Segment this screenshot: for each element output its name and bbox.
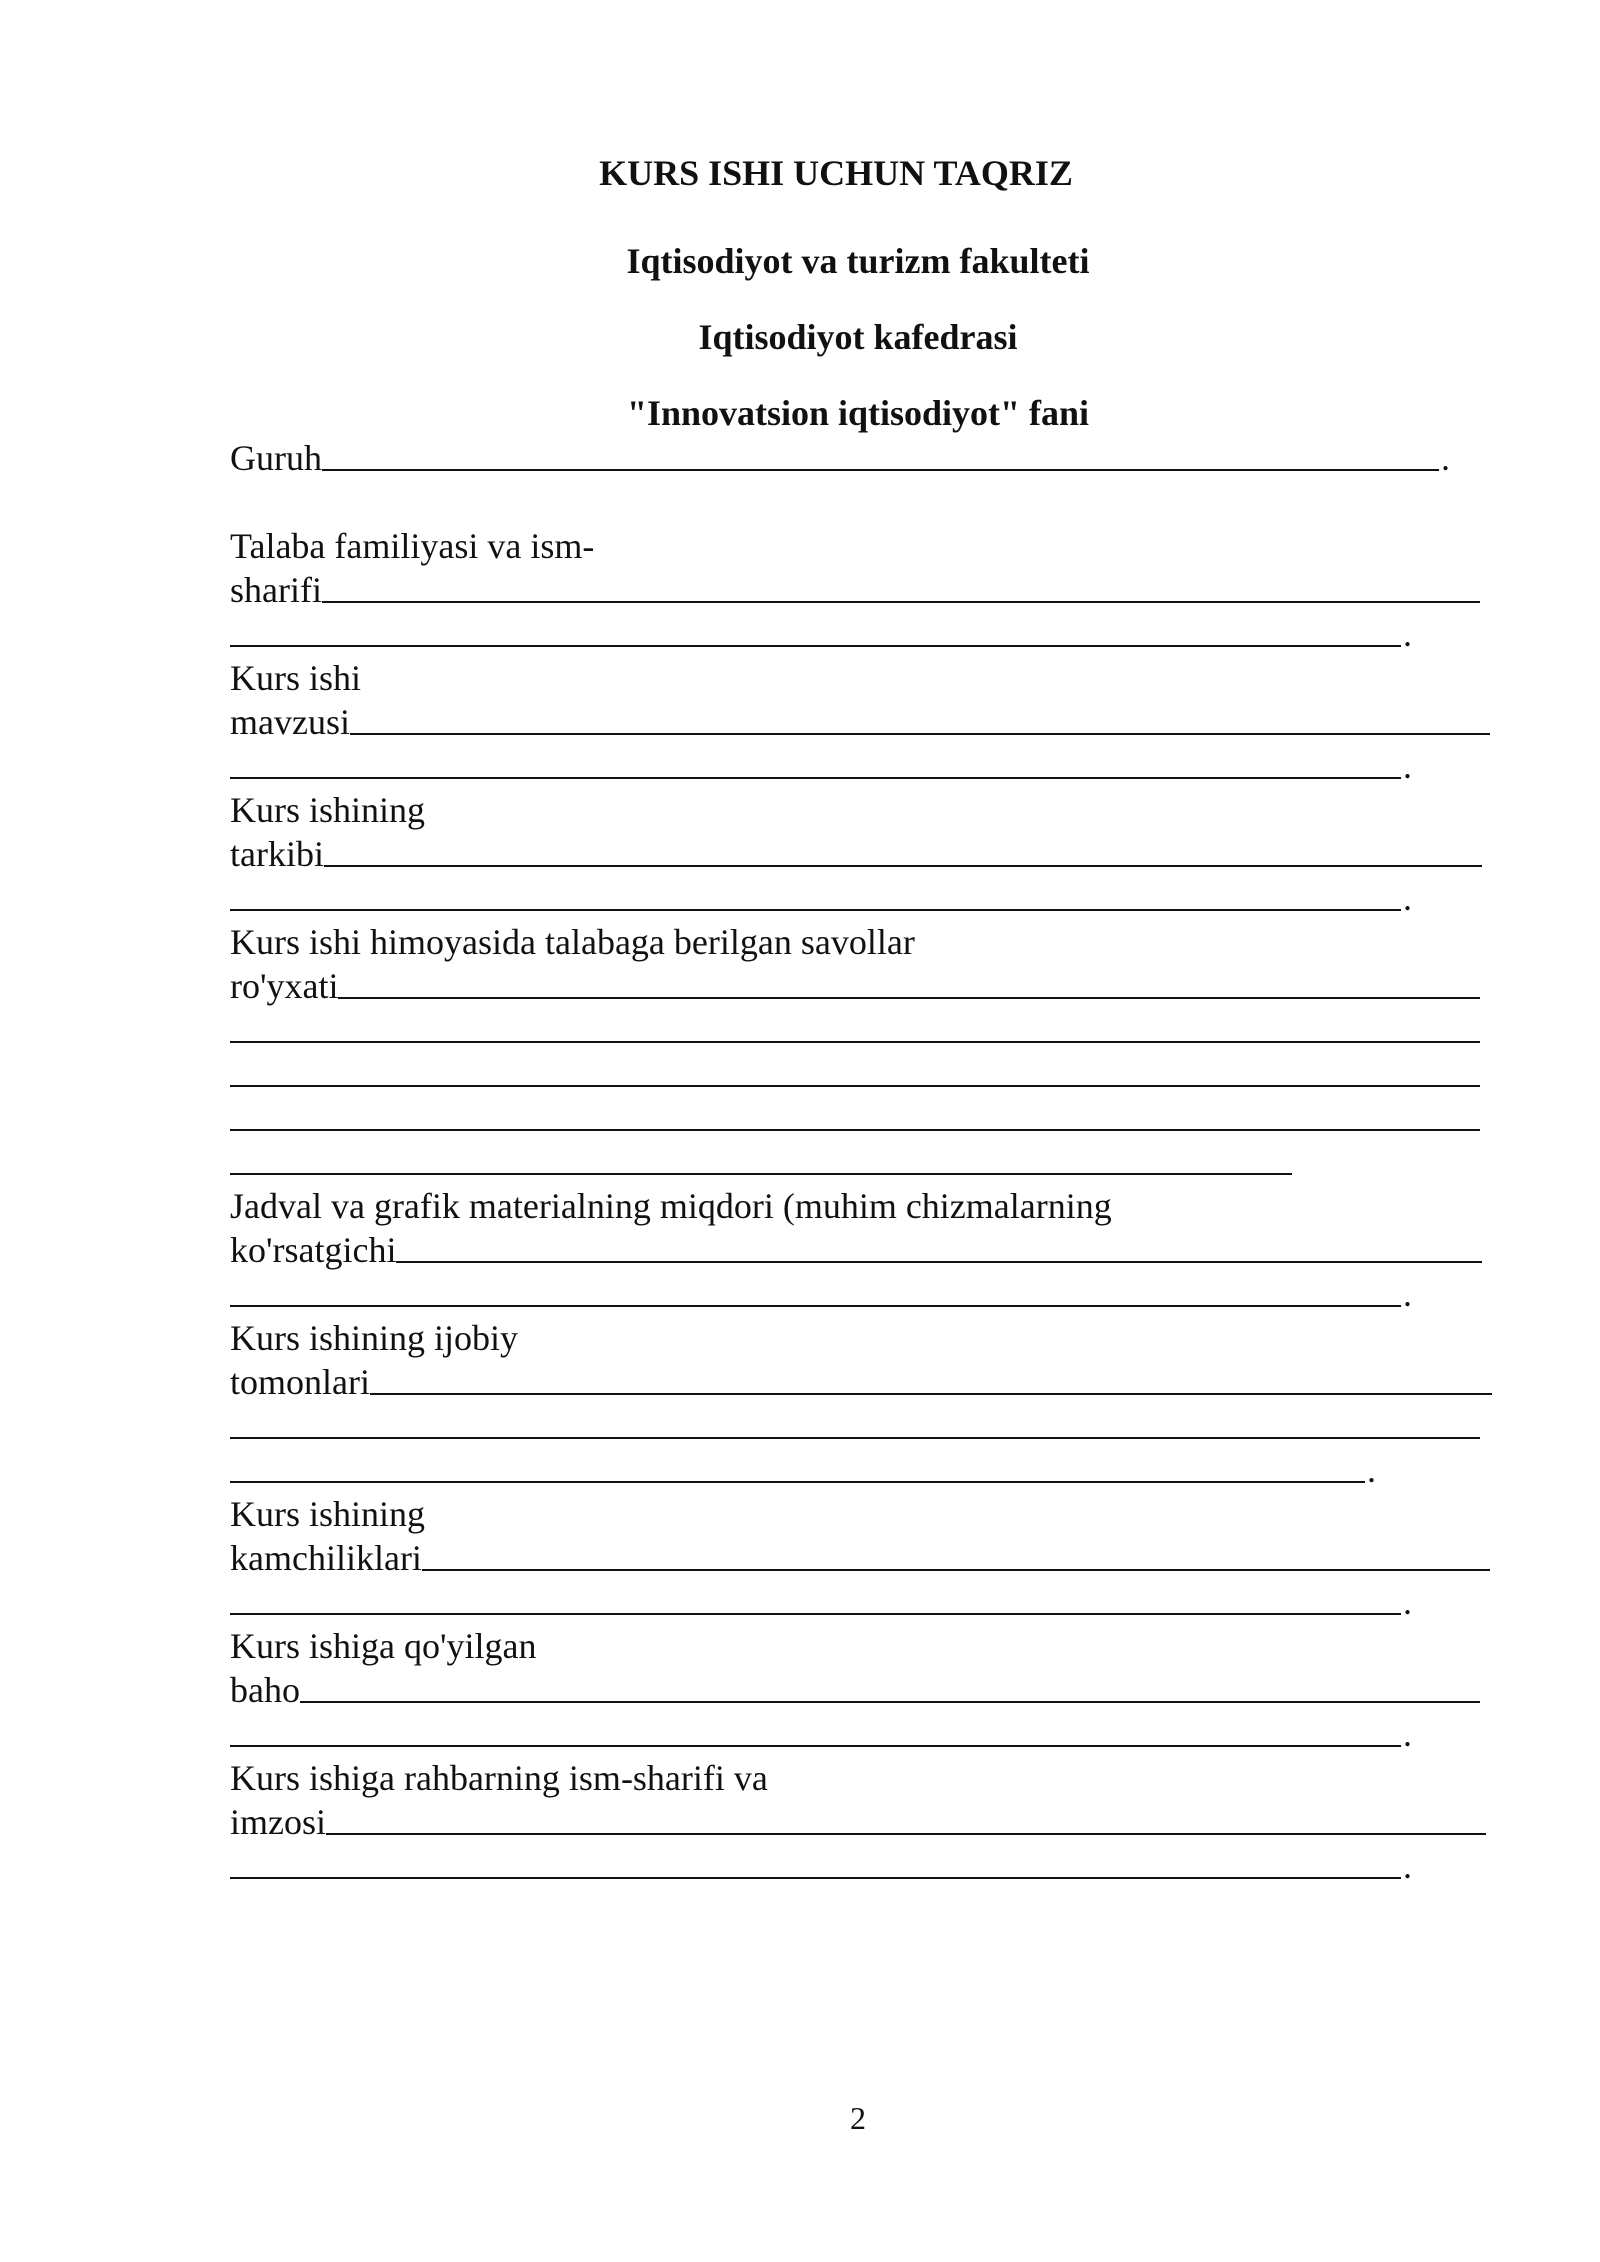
questions-label-line1: Kurs ishi himoyasida talabaga berilgan savollar (230, 922, 915, 962)
supervisor-field[interactable] (230, 1800, 1486, 1844)
group-label: Guruh (230, 438, 322, 478)
grade-label-line1: Kurs ishiga qo'yilgan (230, 1626, 537, 1666)
group-field[interactable] (230, 436, 1450, 480)
end-mark: . (1403, 614, 1412, 654)
end-mark: . (1403, 1582, 1412, 1622)
end-mark: . (1403, 878, 1412, 918)
shortcomings-field[interactable] (230, 1536, 1490, 1580)
positives-blank-3[interactable] (230, 1480, 1365, 1483)
end-mark: . (1441, 438, 1450, 478)
positives-line-3[interactable] (230, 1448, 1376, 1492)
supervisor-blank[interactable] (326, 1832, 1486, 1835)
grade-label-line2: baho (230, 1670, 300, 1710)
department-heading: Iqtisodiyot kafedrasi (698, 317, 1018, 357)
topic-field-continued[interactable] (230, 744, 1412, 788)
student-field-continued[interactable] (230, 612, 1412, 656)
structure-field[interactable] (230, 832, 1482, 876)
positives-label-line1: Kurs ishining ijobiy (230, 1318, 519, 1358)
document-title: KURS ISHI UCHUN TAQRIZ (599, 153, 1073, 193)
student-blank[interactable] (322, 600, 1480, 603)
faculty-heading: Iqtisodiyot va turizm fakulteti (626, 241, 1090, 281)
shortcomings-label-line1: Kurs ishining (230, 1494, 426, 1534)
shortcomings-blank[interactable] (422, 1568, 1490, 1571)
end-mark: . (1403, 1714, 1412, 1754)
grade-blank-2[interactable] (230, 1744, 1401, 1747)
positives-field[interactable] (230, 1360, 1492, 1404)
questions-blank-4[interactable] (230, 1128, 1480, 1131)
shortcomings-field-continued[interactable] (230, 1580, 1412, 1624)
student-label-line2: sharifi (230, 570, 322, 610)
questions-blank[interactable] (338, 996, 1480, 999)
structure-label-line2: tarkibi (230, 834, 324, 874)
structure-blank-2[interactable] (230, 908, 1401, 911)
supervisor-blank-2[interactable] (230, 1876, 1401, 1879)
supervisor-field-continued[interactable] (230, 1844, 1412, 1888)
topic-field[interactable] (230, 700, 1490, 744)
questions-label-line2: ro'yxati (230, 966, 339, 1006)
supervisor-label-line1: Kurs ishiga rahbarning ism-sharifi va (230, 1758, 768, 1798)
page-number: 2 (850, 2100, 866, 2136)
topic-label-line1: Kurs ishi (230, 658, 362, 698)
positives-blank-2[interactable] (230, 1436, 1480, 1439)
grade-field-continued[interactable] (230, 1712, 1412, 1756)
topic-blank-2[interactable] (230, 776, 1401, 779)
tables-blank[interactable] (396, 1260, 1482, 1263)
questions-blank-2[interactable] (230, 1040, 1480, 1043)
structure-blank[interactable] (324, 864, 1482, 867)
topic-blank[interactable] (350, 732, 1490, 735)
shortcomings-label-line2: kamchiliklari (230, 1538, 422, 1578)
student-label-line1: Talaba familiyasi va ism- (230, 526, 595, 566)
tables-blank-2[interactable] (230, 1304, 1401, 1307)
shortcomings-blank-2[interactable] (230, 1612, 1401, 1615)
questions-blank-3[interactable] (230, 1084, 1480, 1087)
questions-field[interactable] (230, 964, 1480, 1008)
group-blank[interactable] (322, 468, 1439, 471)
questions-line-5[interactable] (230, 1140, 1292, 1184)
grade-field[interactable] (230, 1668, 1480, 1712)
questions-line-4[interactable] (230, 1096, 1480, 1140)
structure-label-line1: Kurs ishining (230, 790, 426, 830)
tables-label-line2: ko'rsatgichi (230, 1230, 397, 1270)
end-mark: . (1367, 1450, 1376, 1490)
grade-blank[interactable] (300, 1700, 1480, 1703)
positives-label-line2: tomonlari (230, 1362, 370, 1402)
tables-field-continued[interactable] (230, 1272, 1412, 1316)
tables-field[interactable] (230, 1228, 1482, 1272)
student-field[interactable] (230, 568, 1480, 612)
questions-line-3[interactable] (230, 1052, 1480, 1096)
supervisor-label-line2: imzosi (230, 1802, 326, 1842)
positives-blank[interactable] (370, 1392, 1492, 1395)
structure-field-continued[interactable] (230, 876, 1412, 920)
positives-line-2[interactable] (230, 1404, 1480, 1448)
end-mark: . (1403, 1274, 1412, 1314)
topic-label-line2: mavzusi (230, 702, 350, 742)
end-mark: . (1403, 1846, 1412, 1886)
student-blank-2[interactable] (230, 644, 1401, 647)
questions-blank-5[interactable] (230, 1172, 1292, 1175)
questions-line-2[interactable] (230, 1008, 1480, 1052)
subject-heading: "Innovatsion iqtisodiyot" fani (626, 393, 1090, 433)
end-mark: . (1403, 746, 1412, 786)
tables-label-line1: Jadval va grafik materialning miqdori (muhim chizmalarning (230, 1186, 1112, 1226)
